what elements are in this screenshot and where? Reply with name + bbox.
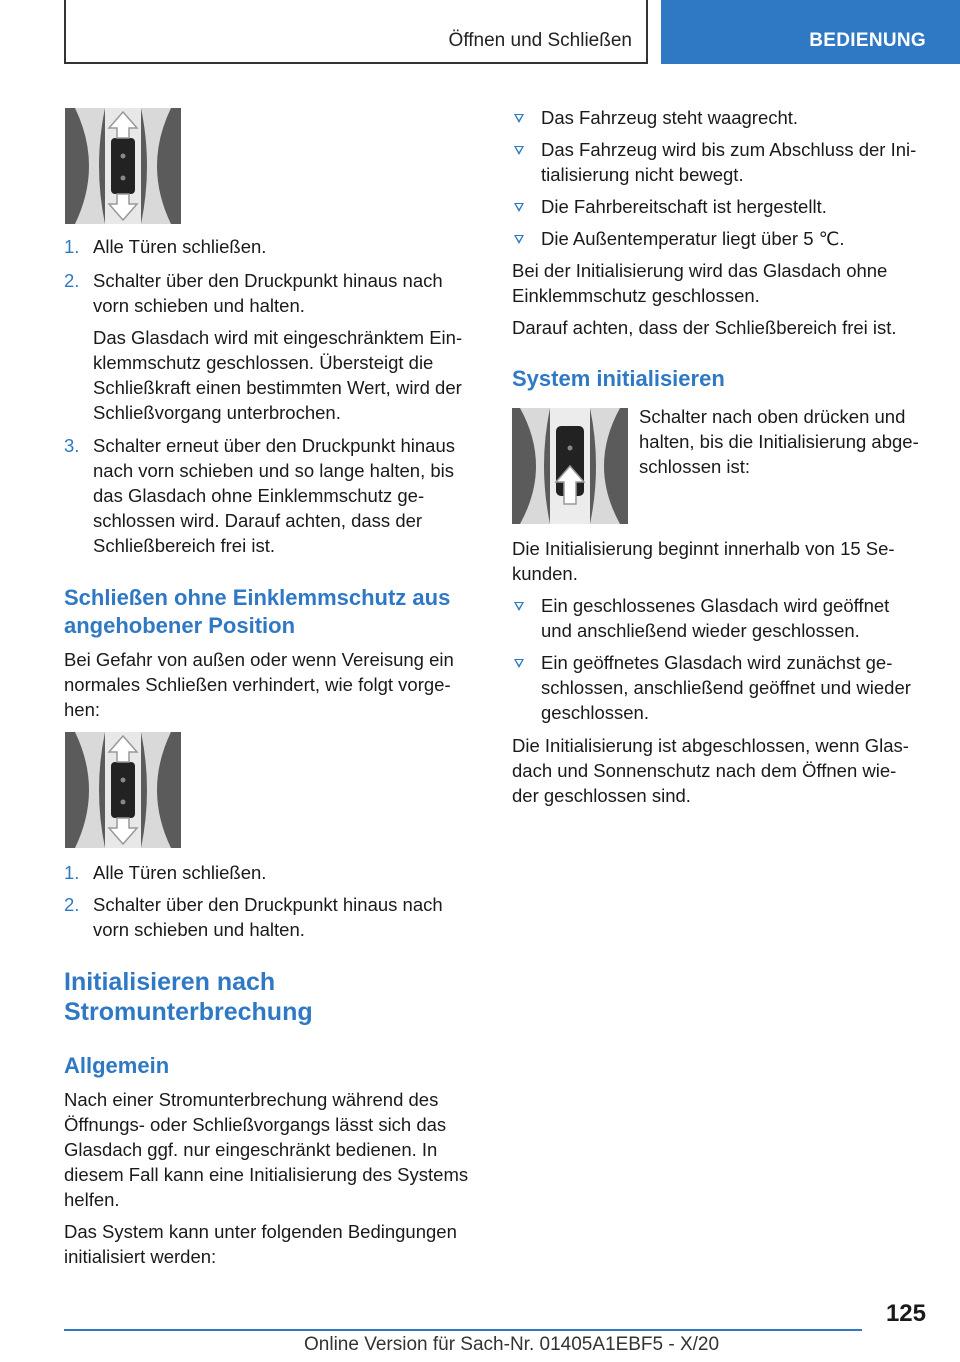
list-item-text: Schalter über den Druckpunkt hinaus nach: [93, 270, 443, 291]
list-item-text: Alle Türen schließen.: [93, 236, 267, 257]
list-item-text: Schalter erneut über den Druckpunkt hinaus: [93, 435, 455, 456]
list-item-text: Schließkraft einen bestimmten Wert, wird der: [93, 377, 462, 398]
bullet-text: tialisierung nicht bewegt.: [541, 164, 744, 185]
bullet-text: Die Fahrbereitschaft ist hergestellt.: [541, 196, 827, 217]
chapter-heading: Initialisieren nach: [64, 968, 276, 996]
paragraph-line: Darauf achten, dass der Schließbereich frei ist.: [512, 317, 897, 338]
paragraph-line: Nach einer Stromunterbrechung während des: [64, 1089, 439, 1110]
roof-switch-illustration: [65, 732, 181, 848]
paragraph-line: Öffnungs- oder Schließvorgangs lässt sich das: [64, 1114, 447, 1135]
list-item-text: Schließbereich frei ist.: [93, 535, 275, 556]
header-section-tab: [661, 0, 960, 64]
list-number: 1.: [64, 236, 80, 257]
section-heading: System initialisieren: [512, 366, 725, 391]
switch-up-down-figure: [65, 108, 181, 224]
switch-up-figure: [512, 408, 628, 524]
bullet-triangle-icon: [514, 146, 524, 155]
paragraph-line: Das System kann unter folgenden Bedingungen: [64, 1221, 457, 1242]
bullet-text: und anschließend wieder geschlossen.: [541, 620, 860, 641]
roof-switch-up-illustration: [512, 408, 628, 524]
bullet-text: Das Fahrzeug wird bis zum Abschluss der Ini-: [541, 139, 917, 160]
list-item-text: schlossen wird. Darauf achten, dass der: [93, 510, 423, 531]
bullet-text: geschlossen.: [541, 702, 649, 723]
list-item-text: klemmschutz geschlossen. Übersteigt die: [93, 352, 434, 373]
list-item-text: das Glasdach ohne Einklemmschutz ge-: [93, 485, 425, 506]
figure-caption-line: Schalter nach oben drücken und: [639, 406, 906, 427]
footer-rule: [64, 1329, 862, 1331]
paragraph-line: diesem Fall kann eine Initialisierung des Systems: [64, 1164, 469, 1185]
paragraph-line: Glasdach ggf. nur eingeschränkt bedienen. In: [64, 1139, 438, 1160]
switch-up-down-figure: [65, 732, 181, 848]
paragraph-line: normales Schließen verhindert, wie folgt vorge-: [64, 674, 451, 695]
list-number: 2.: [64, 894, 80, 915]
bullet-triangle-icon: [514, 659, 524, 668]
bullet-triangle-icon: [514, 602, 524, 611]
paragraph-line: kunden.: [512, 563, 578, 584]
bullet-triangle-icon: [514, 235, 524, 244]
header-title: Öffnen und Schließen: [448, 30, 632, 51]
paragraph-line: Die Initialisierung ist abgeschlossen, wenn Glas-: [512, 735, 909, 756]
paragraph-line: helfen.: [64, 1189, 120, 1210]
list-number: 3.: [64, 435, 80, 456]
bullet-text: Die Außentemperatur liegt über 5 ℃.: [541, 228, 845, 249]
header-section-label: BEDIENUNG: [809, 30, 926, 51]
list-item-text: Schalter über den Druckpunkt hinaus nach: [93, 894, 443, 915]
chapter-heading: Stromunterbrechung: [64, 998, 313, 1026]
bullet-text: schlossen, anschließend geöffnet und wieder: [541, 677, 911, 698]
figure-caption-line: schlossen ist:: [639, 456, 751, 477]
bullet-text: Das Fahrzeug steht waagrecht.: [541, 107, 799, 128]
list-number: 1.: [64, 862, 80, 883]
list-item-text: Das Glasdach wird mit eingeschränktem Ein-: [93, 327, 463, 348]
page-number: 125: [885, 1300, 926, 1327]
bullet-triangle-icon: [514, 114, 524, 123]
list-item-text: Schließvorgang unterbrochen.: [93, 402, 341, 423]
paragraph-line: initialisiert werden:: [64, 1246, 217, 1267]
paragraph-line: Bei der Initialisierung wird das Glasdach ohne: [512, 260, 888, 281]
list-item-text: Alle Türen schließen.: [93, 862, 267, 883]
section-heading: Schließen ohne Einklemmschutz aus: [64, 585, 451, 610]
paragraph-line: der geschlossen sind.: [512, 785, 691, 806]
section-heading: angehobener Position: [64, 613, 296, 638]
list-item-text: vorn schieben und halten.: [93, 295, 305, 316]
roof-switch-illustration: [65, 108, 181, 224]
paragraph-line: Die Initialisierung beginnt innerhalb von 15 Se-: [512, 538, 895, 559]
bullet-text: Ein geschlossenes Glasdach wird geöffnet: [541, 595, 890, 616]
list-number: 2.: [64, 270, 80, 291]
subsection-heading: Allgemein: [64, 1053, 170, 1078]
footer-version-text: Online Version für Sach-Nr. 01405A1EBF5 - X/20: [304, 1334, 720, 1355]
list-item-text: vorn schieben und halten.: [93, 919, 305, 940]
paragraph-line: dach und Sonnenschutz nach dem Öffnen wie-: [512, 760, 897, 781]
bullet-triangle-icon: [514, 203, 524, 212]
paragraph-line: hen:: [64, 699, 101, 720]
figure-caption-line: halten, bis die Initialisierung abge-: [639, 431, 919, 452]
paragraph-line: Bei Gefahr von außen oder wenn Vereisung ein: [64, 649, 454, 670]
bullet-text: Ein geöffnetes Glasdach wird zunächst ge-: [541, 652, 893, 673]
paragraph-line: Einklemmschutz geschlossen.: [512, 285, 760, 306]
list-item-text: nach vorn schieben und so lange halten, bis: [93, 460, 455, 481]
header-left-panel: [64, 0, 648, 64]
